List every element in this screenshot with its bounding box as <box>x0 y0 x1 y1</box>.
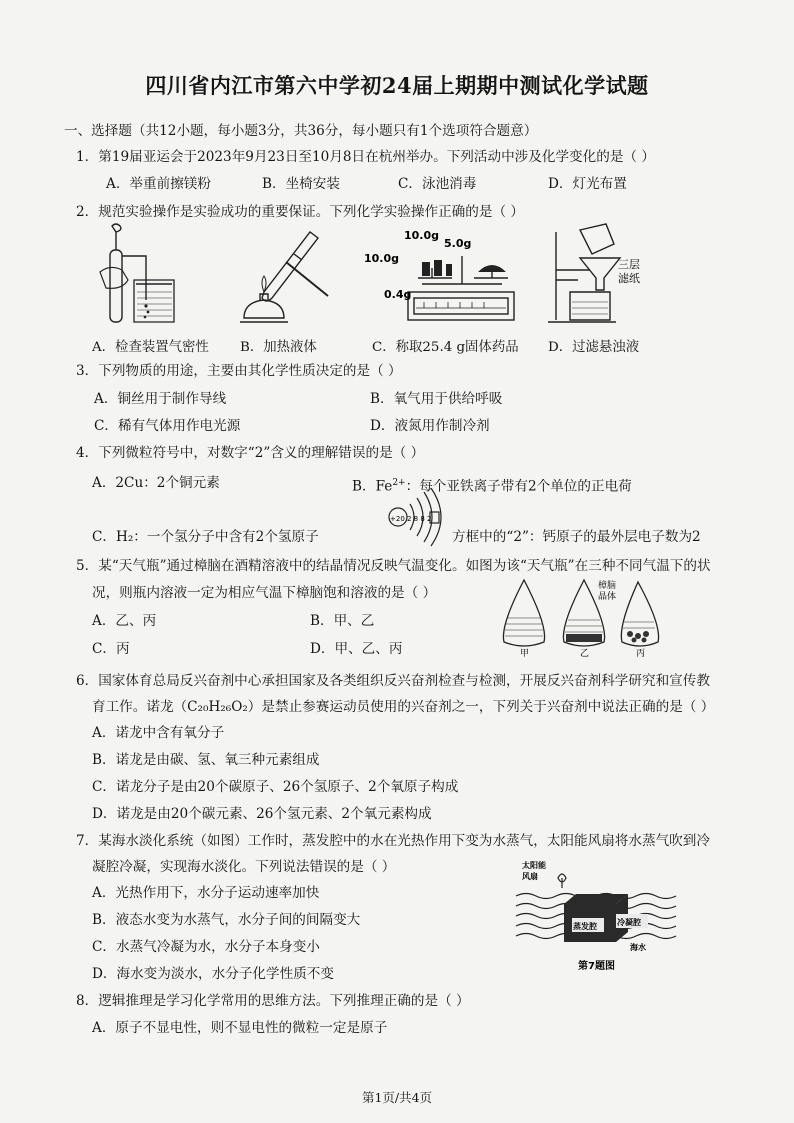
bottle-jia-label: 甲 <box>520 649 530 658</box>
q4-option-d: 方框中的“2”：钙原子的最外层电子数为2 <box>452 529 701 545</box>
filter-paper-label-1: 三层 <box>618 258 640 271</box>
q1-option-b: B．坐椅安装 <box>262 176 340 192</box>
question-6-stem-line2: 育工作。诺龙（C₂₀H₂₆O₂）是禁止参赛运动员使用的兴奋剂之一，下列关于兴奋剂中说法正确的是（ ） <box>92 699 715 715</box>
q7-option-a: A．光热作用下，水分子运动速率加快 <box>92 885 320 901</box>
filtration-figure <box>540 222 656 330</box>
q5-option-b: B．甲、乙 <box>310 613 375 629</box>
q3-option-b: B．氧气用于供给呼吸 <box>370 391 503 407</box>
bottle-bing-label: 丙 <box>636 649 646 658</box>
bottle-yi-label: 乙 <box>580 649 590 658</box>
page-title: 四川省内江市第六中学初24届上期期中测试化学试题 <box>145 73 649 98</box>
q2-option-d: D．过滤悬浊液 <box>548 340 640 355</box>
q2-option-b: B．加热液体 <box>240 340 317 355</box>
atom-structure-label: +20 2 8 8 2 <box>390 515 432 523</box>
figure-7-caption: 第7题图 <box>578 961 615 972</box>
q6-option-b: B．诺龙是由碳、氢、氧三种元素组成 <box>92 752 320 768</box>
desalination-figure <box>508 856 678 978</box>
q3-option-a: A．铜丝用于制作导线 <box>94 391 227 407</box>
q5-option-d: D．甲、乙、丙 <box>310 641 403 657</box>
question-4-stem: 4．下列微粒符号中，对数字“2”含义的理解错误的是（ ） <box>76 445 425 461</box>
question-3-stem: 3．下列物质的用途，主要由其化学性质决定的是（ ） <box>76 363 402 379</box>
q5-option-a: A．乙、丙 <box>92 613 157 629</box>
q4-option-c: C．H₂：一个氢分子中含有2个氢原子 <box>92 529 319 545</box>
q6-option-d: D．诺龙是由20个碳元素、26个氢元素、2个氧元素构成 <box>92 806 432 822</box>
filter-paper-label-2: 滤纸 <box>618 272 640 285</box>
q2-option-a: A．检查装置气密性 <box>92 340 209 355</box>
q6-option-a: A．诺龙中含有氧分子 <box>92 725 225 741</box>
seawater-label: 海水 <box>630 943 646 952</box>
question-6-stem-line1: 6．国家体育总局反兴奋剂中心承担国家及各类组织反兴奋剂检查与检测，开展反兴奋剂科学研究和宣传教 <box>76 673 710 689</box>
calcium-atom-structure-figure <box>384 486 446 548</box>
q8-option-a: A．原子不显电性，则不显电性的微粒一定是原子 <box>92 1020 388 1036</box>
question-5-stem-line2: 况，则瓶内溶液一定为相应气温下樟脑饱和溶液的是（ ） <box>92 585 437 601</box>
fan-label-1: 太阳能 <box>522 861 546 870</box>
q5-option-c: C．丙 <box>92 641 130 657</box>
page-footer: 第1页/共4页 <box>361 1090 433 1105</box>
q7-option-b: B．液态水变为水蒸气，水分子间的间隔变大 <box>92 912 361 928</box>
question-7-stem-line2: 凝腔冷凝，实现海水淡化。下列说法错误的是（ ） <box>92 859 396 875</box>
q7-option-c: C．水蒸气冷凝为水，水分子本身变小 <box>92 939 320 955</box>
question-7-stem-line1: 7．某海水淡化系统（如图）工作时，蒸发腔中的水在光热作用下变为水蒸气，太阳能风扇将水蒸气吹到冷 <box>76 833 710 849</box>
question-8-stem: 8．逻辑推理是学习化学常用的思维方法。下列推理正确的是（ ） <box>76 993 470 1009</box>
question-5-stem-line1: 5．某“天气瓶”通过樟脑在酒精溶液中的结晶情况反映气温变化。如图为该“天气瓶”在三种不同气温下的状 <box>76 558 711 574</box>
camphor-label-1: 樟脑 <box>598 581 617 591</box>
q7-option-d: D．海水变为淡水，水分子化学性质不变 <box>92 966 334 982</box>
heating-liquid-figure <box>224 222 336 330</box>
fan-label-2: 风扇 <box>522 872 538 881</box>
q2-option-c: C．称取25.4 g固体药品 <box>372 340 519 355</box>
q1-option-a: A．举重前擦镁粉 <box>106 176 211 192</box>
q4-option-a: A．2Cu：2个铜元素 <box>92 475 220 491</box>
q6-option-c: C．诺龙分子是由20个碳原子、26个氢原子、2个氧原子构成 <box>92 779 459 795</box>
q3-option-c: C．稀有气体用作电光源 <box>94 418 241 434</box>
evaporation-chamber-label: 蒸发腔 <box>573 922 597 931</box>
q1-option-c: C．泳池消毒 <box>398 176 477 192</box>
q4-b-symbol: B．Fe <box>352 478 393 495</box>
balance-figure <box>362 222 522 330</box>
condensation-chamber-label: 冷凝腔 <box>617 918 641 927</box>
weather-bottle-figure <box>494 576 670 658</box>
q1-option-d: D．灯光布置 <box>548 176 627 192</box>
q4-b-charge: 2+ <box>392 478 406 488</box>
camphor-label-2: 晶体 <box>598 592 617 602</box>
q3-option-d: D．液氮用作制冷剂 <box>370 418 490 434</box>
balance-label-3: 10.0g <box>364 252 400 265</box>
balance-label-2: 5.0g <box>444 237 472 250</box>
q4-b-text: ：每个亚铁离子带有2个单位的正电荷 <box>405 478 632 495</box>
balance-label-4: 0.4g <box>384 288 412 301</box>
question-2-stem: 2．规范实验操作是实验成功的重要保证。下列化学实验操作正确的是（ ） <box>76 204 524 220</box>
airtight-check-figure <box>90 222 200 330</box>
question-1-stem: 1．第19届亚运会于2023年9月23日至10月8日在杭州举办。下列活动中涉及化学变化的是（ ） <box>76 149 655 165</box>
section-heading: 一、选择题（共12小题，每小题3分，共36分，每小题只有1个选项符合题意） <box>64 123 538 139</box>
balance-label-1: 10.0g <box>404 229 440 242</box>
